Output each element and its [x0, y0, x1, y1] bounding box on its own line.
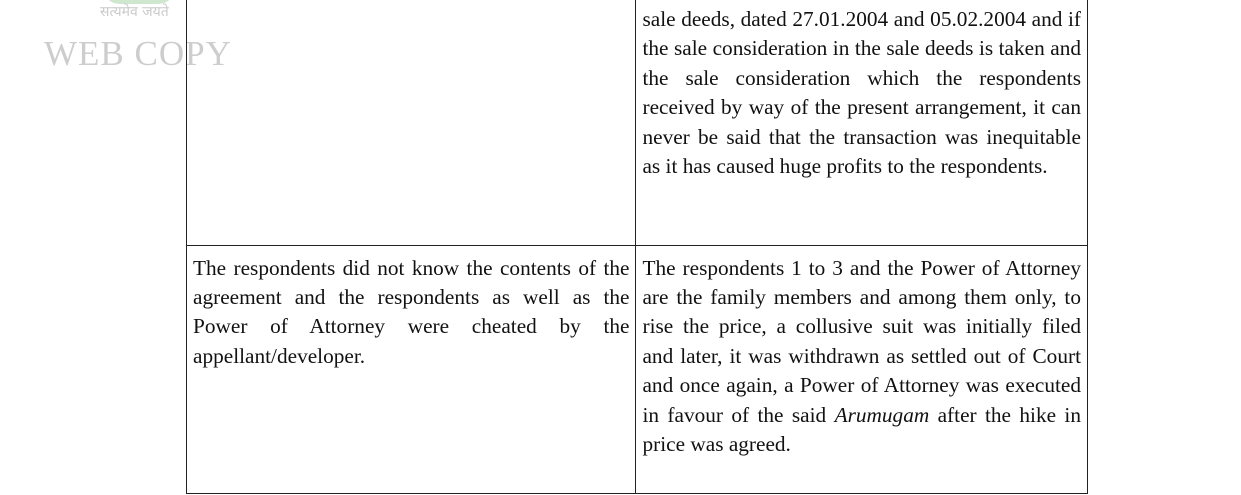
right-cell-text: sale deeds, dated 27.01.2004 and 05.02.2004 and if the sale consideration in the sale deeds is taken and the sale consideration which the respondents received by way of the present arrangement, it can never be said that the transaction was inequitable as it has caused huge profits to the respondents. — [642, 7, 1081, 179]
table-row — [187, 0, 1088, 245]
right-cell — [636, 0, 1088, 245]
watermark-label: WEB COPY — [44, 34, 232, 73]
watermark-motto: सत्यमेव जयते — [100, 4, 169, 20]
right-cell-text-after: after the hike in price was agreed. — [642, 402, 1081, 456]
argument-table — [186, 0, 1088, 494]
right-cell-text — [642, 254, 1081, 460]
left-cell-text: The respondents did not know the contents of the agreement and the respondents as well as the Power of Attorney were cheated by the appellant/developer. — [193, 255, 630, 368]
left-cell — [187, 0, 636, 245]
right-cell-text-before: The respondents 1 to 3 and the Power of Attorney are the family members and among them only, to rise the price, a collusive suit was initially filed and later, it was withdrawn as settled out of Court and once again, a Power of Attorney was executed in favour of the said — [642, 255, 1081, 427]
person-name: Arumugam — [834, 402, 930, 427]
right-cell — [636, 245, 1088, 493]
emblem-icon — [102, 0, 176, 4]
left-cell — [187, 245, 636, 493]
table-row — [187, 245, 1088, 493]
